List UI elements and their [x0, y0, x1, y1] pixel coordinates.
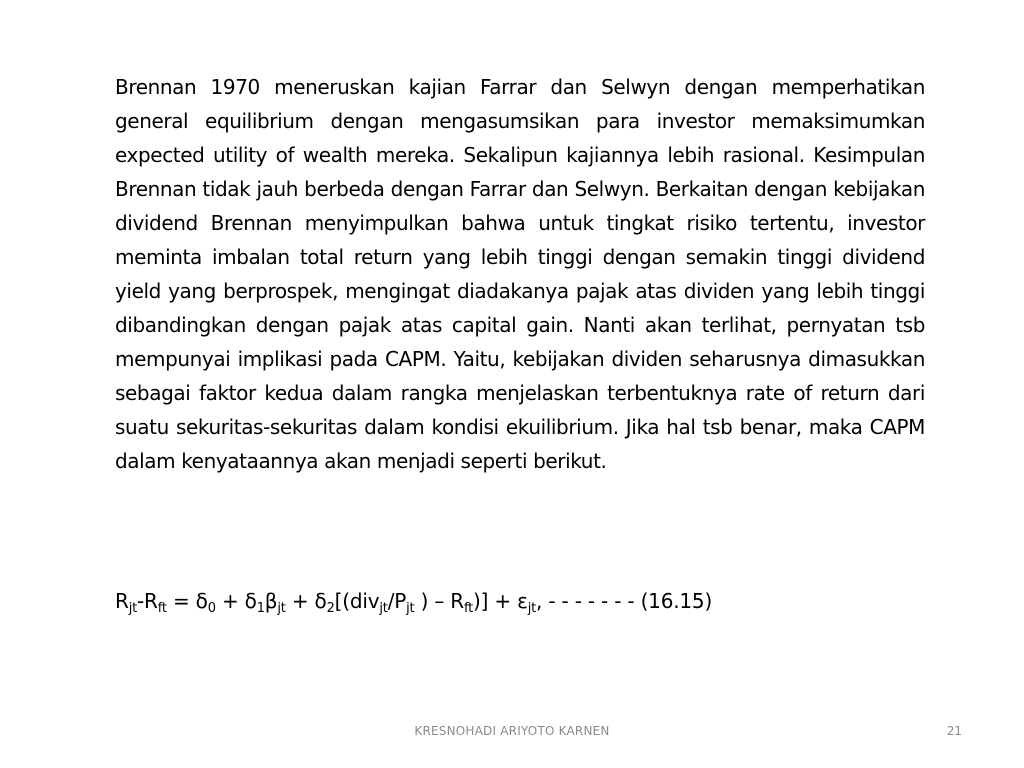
formula-price: /P	[387, 589, 407, 613]
formula-equals-delta: = δ	[166, 589, 208, 613]
formula-price-sub: jt	[406, 601, 415, 616]
formula-sub-2: 2	[326, 601, 335, 616]
formula-epsilon: )] + ε	[473, 589, 528, 613]
formula-sub-0: 0	[207, 601, 216, 616]
body-paragraph: Brennan 1970 meneruskan kajian Farrar dan Selwyn dengan memperhatikan general equilibrium dengan mengasumsikan para investor memaksimumkan expected utility of wealth mereka. Sekalipun kajiannya lebih rasional. Kesimpulan Brennan tidak jauh berbeda dengan Farrar dan Selwyn. Berkaitan dengan kebijakan dividend Brennan menyimpulkan bahwa untuk tingkat risiko tertentu, investor meminta imbalan total return yang lebih tinggi dengan semakin tinggi dividend yield yang berprospek, mengingat diadakanya pajak atas dividen yang lebih tinggi dibandingkan dengan pajak atas capital gain. Nanti akan terlihat, pernyatan tsb mempunyai implikasi pada CAPM. Yaitu, kebijakan dividen seharusnya dimasukkan sebagai faktor kedua dalam rangka menjelaskan terbentuknya rate of return dari suatu sekuritas-sekuritas dalam kondisi ekuilibrium. Jika hal tsb benar, maka CAPM dalam kenyataannya akan menjadi seperti berikut.	[115, 75, 925, 473]
footer-author: KRESNOHADI ARIYOTO KARNEN	[414, 724, 610, 738]
capm-formula	[115, 584, 925, 618]
formula-plus-delta-2: + δ	[285, 589, 327, 613]
formula-plus-delta-1: + δ	[215, 589, 257, 613]
formula-reference: , - - - - - - - (16.15)	[536, 589, 713, 613]
formula-minus-rf: ) – R	[414, 589, 464, 613]
formula-rf-sub: ft	[463, 601, 474, 616]
formula-div-sub: jt	[379, 601, 388, 616]
formula-div: [(div	[334, 589, 380, 613]
formula-r: R	[115, 589, 129, 613]
formula-beta: β	[264, 589, 278, 613]
formula-epsilon-sub: jt	[527, 601, 537, 616]
formula-sub-jt: jt	[128, 601, 138, 616]
formula-sub-ft: ft	[157, 601, 167, 616]
formula-sub-1: 1	[256, 601, 265, 616]
formula-beta-sub: jt	[277, 601, 286, 616]
formula-minus-r: -R	[137, 589, 158, 613]
page-number: 21	[946, 724, 962, 738]
